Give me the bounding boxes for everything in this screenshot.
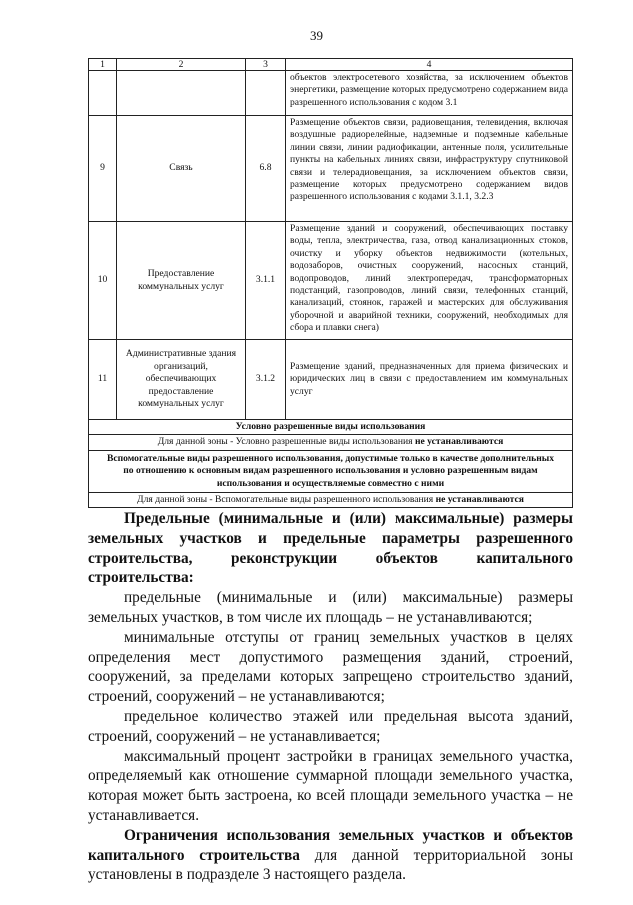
permitted-uses-table (88, 58, 573, 508)
row-use-code: 3.1.2 (246, 340, 286, 420)
conditional-uses-heading-row (89, 420, 573, 435)
row-use-name: Административные здания организаций, обеспечивающих предоставление коммунальных услуг (117, 340, 246, 420)
row-description: Размещение зданий и сооружений, обеспечивающих поставку воды, тепла, электричества, газа, отвод канализационных стоков, очистку и уборку объектов недвижимости (котельных, водозаборов, очистных сооружений, насосных станций, водопроводов, линий электропередач, трансформаторных подстанций, газопроводов, линий связи, телефонных станций, канализаций, стоянок, гаражей и мастерских для обслуживания уборочной и аварийной техники, сооружений, необходимых для сбора и плавки снега) (286, 222, 573, 340)
header-col-3: 3 (246, 59, 286, 71)
row-use-code: 6.8 (246, 116, 286, 222)
paragraph-coverage: максимальный процент застройки в границах земельного участка, определяемый как отношение суммарной площади земельного участка, которая может быть застроена, ко всей площади земельного участка – не устанавливается. (88, 747, 573, 824)
conditional-uses-note: Для данной зоны - Условно разрешенные виды использования не устанавливаются (89, 435, 573, 450)
auxiliary-uses-note: Для данной зоны - Вспомогательные виды разрешенного использования не устанавливаются (89, 493, 573, 508)
header-col-2: 2 (117, 59, 246, 71)
row-use-name: Связь (117, 116, 246, 222)
auxiliary-uses-note-row (89, 493, 573, 508)
table-row (89, 340, 573, 420)
limits-heading: Предельные (минимальные и (или) максимальные) размеры земельных участков и предельные параметры разрешенного строительства, реконструкции объектов капитального строительства: (88, 510, 573, 587)
table-row (89, 116, 573, 222)
auxiliary-uses-heading: Вспомогательные виды разрешенного использования, допустимые только в качестве дополнительных по отношению к основным видам разрешенного использования и условно разрешенным видам использования и осуществляемые совместно с ними (89, 450, 573, 492)
table-row-continued (89, 71, 573, 116)
table-row (89, 222, 573, 340)
row-description: Размещение зданий, предназначенных для приема физических и юридических лиц в связи с предоставлением им коммунальных услуг (286, 340, 573, 420)
row-number: 11 (89, 340, 117, 420)
row-use-code: 3.1.1 (246, 222, 286, 340)
header-col-1: 1 (89, 59, 117, 71)
row-description: Размещение объектов связи, радиовещания, телевидения, включая воздушные радиорелейные, надземные и подземные кабельные линии связи, линии радиофикации, антенные поля, усилительные пункты на кабельных линиях связи, инфраструктуру спутниковой связи и телерадиовещания, за исключением объектов связи, размещение которых предусмотрено содержанием видов разрешенного использования с кодами 3.1.1, 3.2.3 (286, 116, 573, 222)
paragraph-restrictions: Ограничения использования земельных участков и объектов капитального строительства для данной территориальной зоны установлены в подразделе 3 настоящего раздела. (88, 826, 573, 884)
paragraph-floors: предельное количество этажей или предельная высота зданий, строений, сооружений – не устанавливается; (88, 707, 573, 745)
table-header-row (89, 59, 573, 71)
header-col-4: 4 (286, 59, 573, 71)
paragraph-setbacks: минимальные отступы от границ земельных участков в целях определения мест допустимого размещения зданий, строений, сооружений, за пределами которых запрещено строительство зданий, строений, сооружений – не устанавливаются; (88, 628, 573, 706)
conditional-uses-heading: Условно разрешенные виды использования (89, 420, 573, 435)
page-number: 39 (310, 28, 323, 43)
row-description: объектов электросетевого хозяйства, за исключением объектов энергетики, размещение которых предусмотрено содержанием вида разрешенного использования с кодом 3.1 (286, 71, 573, 116)
auxiliary-uses-heading-row (89, 450, 573, 492)
row-number: 9 (89, 116, 117, 222)
conditional-uses-note-row (89, 435, 573, 450)
row-use-name: Предоставление коммунальных услуг (117, 222, 246, 340)
paragraph-plot-sizes: предельные (минимальные и (или) максимальные) размеры земельных участков, в том числе их площадь – не устанавливаются; (88, 589, 573, 626)
row-number: 10 (89, 222, 117, 340)
body-text (88, 509, 573, 885)
